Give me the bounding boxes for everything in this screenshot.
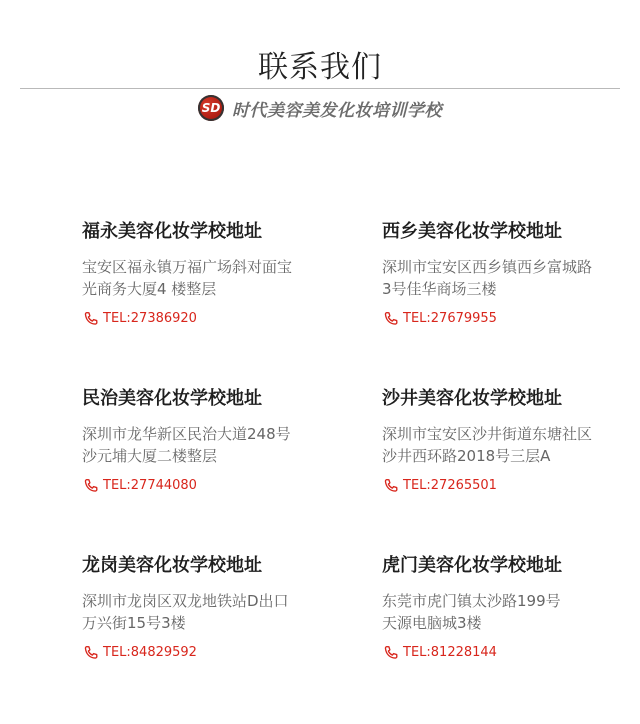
location-name: 民治美容化妆学校地址 bbox=[82, 388, 262, 409]
location-card-longgang bbox=[82, 554, 322, 662]
location-name: 沙井美容化妆学校地址 bbox=[382, 388, 562, 409]
address-line-2: 万兴街15号3楼 bbox=[82, 614, 186, 632]
phone-icon bbox=[382, 477, 400, 495]
location-name: 虎门美容化妆学校地址 bbox=[382, 555, 562, 576]
address-line-2: 光商务大厦4 楼整层 bbox=[82, 280, 217, 298]
location-address bbox=[82, 256, 322, 300]
phone-icon bbox=[82, 644, 100, 662]
location-address bbox=[382, 590, 622, 634]
phone-number: TEL:27744080 bbox=[103, 478, 197, 493]
brand-banner bbox=[0, 94, 640, 122]
title-divider bbox=[20, 88, 620, 89]
location-card-humen bbox=[382, 554, 622, 662]
address-line-2: 沙元埔大厦二楼整层 bbox=[82, 447, 218, 465]
location-name: 西乡美容化妆学校地址 bbox=[382, 221, 562, 242]
location-address bbox=[82, 423, 322, 467]
phone-number: TEL:81228144 bbox=[403, 645, 497, 660]
page-title: 联系我们 bbox=[258, 50, 382, 85]
address-line-1: 深圳市龙岗区双龙地铁站D出口 bbox=[82, 592, 289, 610]
location-name: 福永美容化妆学校地址 bbox=[82, 221, 262, 242]
school-logo-icon bbox=[198, 95, 224, 121]
phone-icon bbox=[82, 477, 100, 495]
location-card-fuyong bbox=[82, 220, 322, 328]
logo-text: SD bbox=[201, 101, 221, 115]
address-line-1: 深圳市宝安区西乡镇西乡富城路 bbox=[382, 258, 593, 276]
phone-link[interactable] bbox=[82, 644, 322, 662]
address-line-2: 3号佳华商场三楼 bbox=[382, 280, 497, 298]
address-line-1: 东莞市虎门镇太沙路199号 bbox=[382, 592, 561, 610]
phone-link[interactable] bbox=[382, 310, 622, 328]
location-address bbox=[382, 256, 622, 300]
location-address bbox=[82, 590, 322, 634]
location-card-minzhi bbox=[82, 387, 322, 495]
phone-icon bbox=[382, 310, 400, 328]
address-line-1: 宝安区福永镇万福广场斜对面宝 bbox=[82, 258, 293, 276]
location-address bbox=[382, 423, 622, 467]
phone-icon bbox=[382, 644, 400, 662]
phone-number: TEL:27679955 bbox=[403, 311, 497, 326]
phone-link[interactable] bbox=[82, 310, 322, 328]
location-card-xixiang bbox=[382, 220, 622, 328]
address-line-1: 深圳市宝安区沙井街道东塘社区 bbox=[382, 425, 593, 443]
location-card-shajing bbox=[382, 387, 622, 495]
phone-link[interactable] bbox=[382, 477, 622, 495]
phone-link[interactable] bbox=[382, 644, 622, 662]
phone-number: TEL:27265501 bbox=[403, 478, 497, 493]
phone-icon bbox=[82, 310, 100, 328]
address-line-2: 天源电脑城3楼 bbox=[382, 614, 482, 632]
phone-link[interactable] bbox=[82, 477, 322, 495]
phone-number: TEL:84829592 bbox=[103, 645, 197, 660]
address-line-2: 沙井西环路2018号三层A bbox=[382, 447, 551, 465]
phone-number: TEL:27386920 bbox=[103, 311, 197, 326]
location-name: 龙岗美容化妆学校地址 bbox=[82, 555, 262, 576]
address-line-1: 深圳市龙华新区民治大道248号 bbox=[82, 425, 291, 443]
school-name: 时代美容美发化妆培训学校 bbox=[232, 100, 442, 121]
